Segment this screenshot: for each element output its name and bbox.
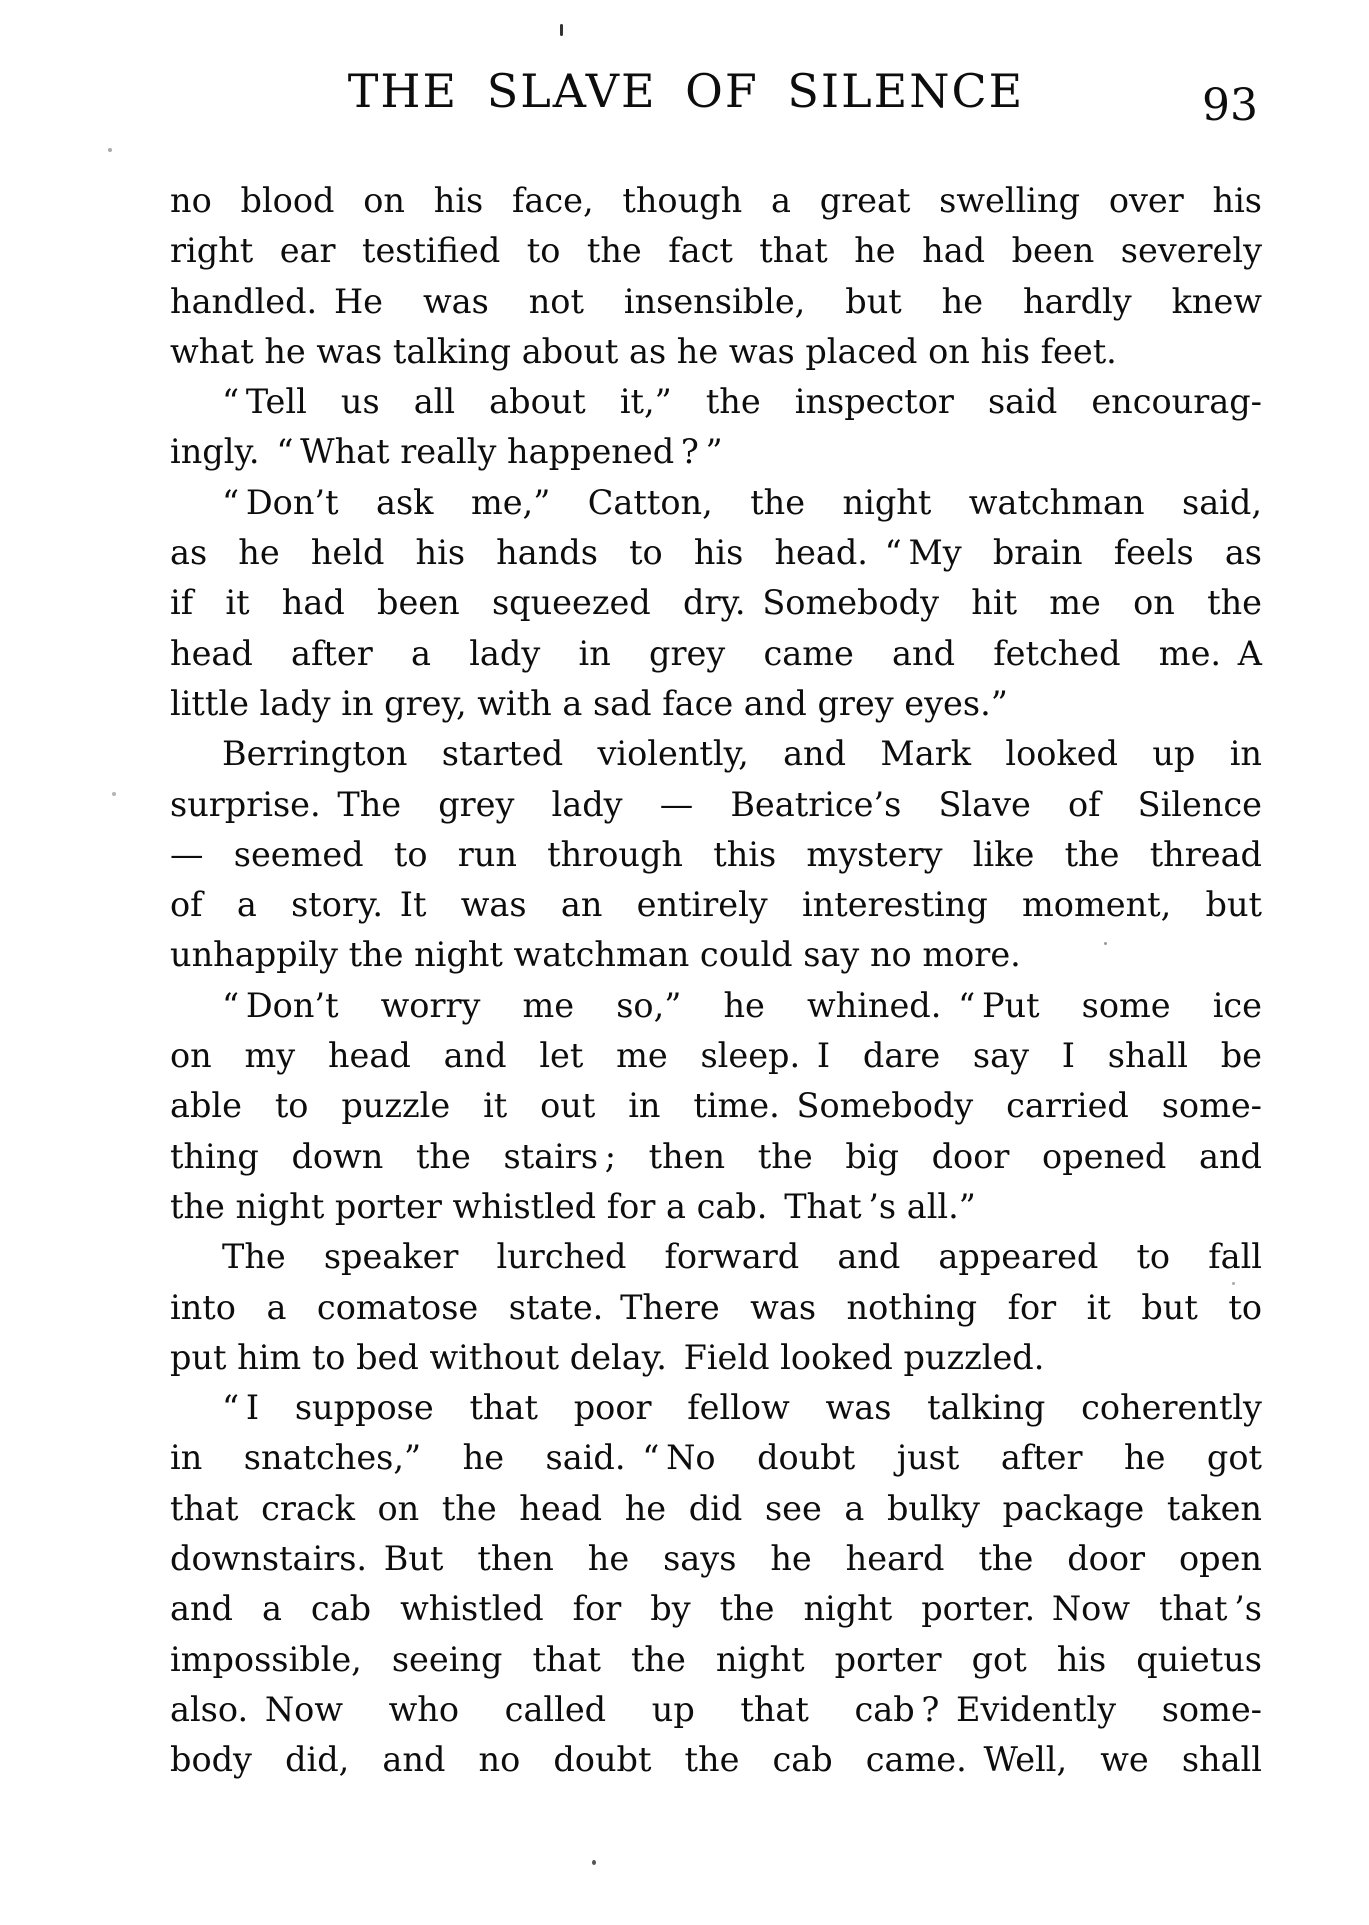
text-line: The speaker lurched forward and appeared to fall [222,1237,1262,1277]
text-line: of a story. It was an entirely interesting moment, but [170,885,1262,925]
page-text [170,176,1262,1786]
scan-speck [108,148,112,152]
text-line: head after a lady in grey came and fetched me. A [170,633,1262,673]
text-line: “ Don’t worry me so,” he whined. “ Put some ice [222,985,1262,1025]
text-line: Berrington started violently, and Mark looked up in [222,734,1262,774]
text-line: that crack on the head he did see a bulky package taken [170,1488,1262,1528]
text-line: — seemed to run through this mystery like the thread [170,834,1262,874]
text-line: if it had been squeezed dry. Somebody hit me on the [170,583,1262,623]
running-title: THE SLAVE OF SILENCE [347,64,1025,118]
text-line: on my head and let me sleep. I dare say I shall be [170,1036,1262,1076]
text-line: ingly. “ What really happened ? ” [170,432,723,472]
text-line: no blood on his face, though a great swelling over his [170,181,1262,220]
text-line: surprise. The grey lady — Beatrice’s Slave of Silence [170,784,1262,824]
text-line: the night porter whistled for a cab. That ’s all.” [170,1186,976,1226]
scan-speck [1104,942,1107,945]
page-header [170,64,1262,131]
text-line: “ I suppose that poor fellow was talking coherently [222,1388,1262,1428]
text-line: “ Tell us all about it,” the inspector said encourag- [222,382,1262,422]
scan-speck [112,792,116,796]
text-line: into a comatose state. There was nothing for it but to [170,1287,1262,1327]
text-line: impossible, seeing that the night porter got his quietus [170,1639,1262,1679]
scan-speck [560,24,563,36]
page-number: 93 [1202,80,1258,131]
scan-speck [592,1860,596,1865]
text-line: right ear testified to the fact that he had been severely [170,231,1262,271]
text-line: little lady in grey, with a sad face and grey eyes.” [170,683,1008,723]
text-line: downstairs. But then he says he heard the door open [170,1539,1262,1579]
text-line: body did, and no doubt the cab came. Well, we shall [170,1740,1262,1780]
text-line: what he was talking about as he was placed on his feet. [170,331,1117,371]
text-line: and a cab whistled for by the night porter. Now that ’s [170,1589,1262,1629]
text-line: put him to bed without delay. Field looked puzzled. [170,1337,1045,1377]
text-line: handled. He was not insensible, but he hardly knew [170,281,1262,321]
text-line: thing down the stairs ; then the big door opened and [170,1136,1262,1176]
scan-speck [1232,1282,1235,1285]
text-line: able to puzzle it out in time. Somebody carried some- [170,1086,1262,1126]
text-line: as he held his hands to his head. “ My brain feels as [170,533,1262,573]
text-line: unhappily the night watchman could say no more. [170,935,1021,975]
text-line: also. Now who called up that cab ? Evidently some- [170,1689,1262,1729]
text-line: “ Don’t ask me,” Catton, the night watchman said, [222,482,1262,522]
text-line: in snatches,” he said. “ No doubt just after he got [170,1438,1262,1478]
